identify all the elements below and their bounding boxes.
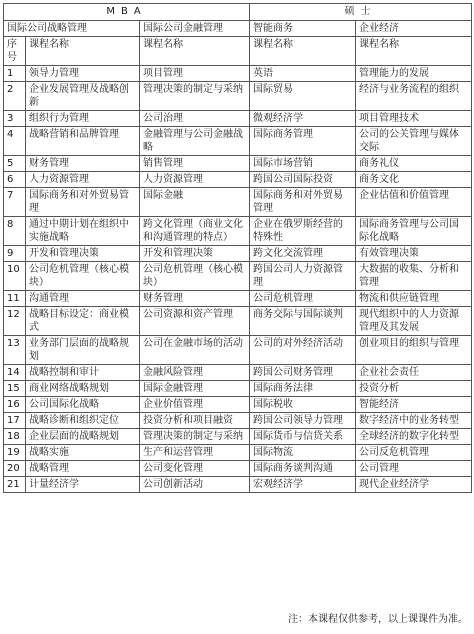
row-number: 12 [4,307,26,336]
track-header-finance: 国际公司金融管理 [140,21,250,37]
curriculum-document [3,3,471,493]
course-cell: 通过中期计划在组织中实施战略 [26,217,140,246]
course-cell: 数字经济中的业务转型 [356,413,472,429]
course-cell: 微观经济学 [250,111,356,127]
row-number: 20 [4,461,26,477]
mba-program-header: MBA [4,4,250,21]
course-cell: 跨国公司人力资源管理 [250,262,356,291]
row-number: 1 [4,66,26,82]
course-name-column-header: 课程名称 [356,37,472,66]
table-row [4,307,472,336]
course-cell: 国际商务管理与公司国际化战略 [356,217,472,246]
course-cell: 商务交际与国际谈判 [250,307,356,336]
course-cell: 企业在俄罗斯经营的特殊性 [250,217,356,246]
course-cell: 国际金融管理 [140,381,250,397]
course-cell: 财务管理 [26,156,140,172]
course-cell: 金融管理与公司金融战略 [140,127,250,156]
course-cell: 投资分析和项目融资 [140,413,250,429]
course-cell: 商务礼仪 [356,156,472,172]
track-header-smart-business: 智能商务 [250,21,356,37]
course-cell: 公司创新活动 [140,477,250,493]
course-cell: 人力资源管理 [140,172,250,188]
row-number: 19 [4,445,26,461]
table-row [4,127,472,156]
course-cell: 战略管理 [26,461,140,477]
course-cell: 企业价值管理 [140,397,250,413]
course-cell: 全球经济的数字化转型 [356,429,472,445]
course-cell: 战略营销和品牌管理 [26,127,140,156]
course-cell: 管理决策的制定与采纳 [140,82,250,111]
table-row [4,217,472,246]
course-cell: 生产和运营管理 [140,445,250,461]
course-cell: 业务部门层面的战略规划 [26,336,140,365]
course-cell: 国际贸易 [250,82,356,111]
table-row [4,381,472,397]
table-row [4,172,472,188]
course-cell: 管理能力的发展 [356,66,472,82]
course-cell: 大数据的收集、分析和管理 [356,262,472,291]
course-cell: 创业项目的组织与管理 [356,336,472,365]
course-cell: 公司资源和资产管理 [140,307,250,336]
course-cell: 公司反危机管理 [356,445,472,461]
table-row [4,66,472,82]
row-number: 11 [4,291,26,307]
row-number: 21 [4,477,26,493]
table-row [4,262,472,291]
course-cell: 公司治理 [140,111,250,127]
table-row [4,397,472,413]
course-cell: 宏观经济学 [250,477,356,493]
table-row [4,336,472,365]
row-number: 13 [4,336,26,365]
course-cell: 跨文化交流管理 [250,246,356,262]
course-cell: 国际商务谈判沟通 [250,461,356,477]
table-row [4,188,472,217]
table-row [4,291,472,307]
row-number: 16 [4,397,26,413]
row-number: 10 [4,262,26,291]
row-number: 14 [4,365,26,381]
course-cell: 物流和供应链管理 [356,291,472,307]
course-cell: 企业发展管理及战略创新 [26,82,140,111]
row-number: 9 [4,246,26,262]
curriculum-table [3,3,472,493]
row-number: 6 [4,172,26,188]
course-cell: 国际金融 [140,188,250,217]
course-cell: 财务管理 [140,291,250,307]
course-cell: 国际商务管理 [250,127,356,156]
course-name-column-header: 课程名称 [250,37,356,66]
course-cell: 战略诊断和组织定位 [26,413,140,429]
table-row [4,413,472,429]
table-row [4,156,472,172]
course-cell: 公司的公关管理与媒体交际 [356,127,472,156]
course-cell: 国际物流 [250,445,356,461]
row-number: 8 [4,217,26,246]
row-number: 7 [4,188,26,217]
track-header-enterprise-economics: 企业经济 [356,21,472,37]
course-cell: 公司在金融市场的活动 [140,336,250,365]
course-cell: 国际商务法律 [250,381,356,397]
course-cell: 国际市场营销 [250,156,356,172]
course-cell: 企业社会责任 [356,365,472,381]
table-body [4,66,472,493]
course-cell: 沟通管理 [26,291,140,307]
course-cell: 金融风险管理 [140,365,250,381]
table-row [4,82,472,111]
course-cell: 商业网络战略规划 [26,381,140,397]
table-row [4,365,472,381]
course-cell: 人力资源管理 [26,172,140,188]
course-cell: 国际商务和对外贸易管理 [26,188,140,217]
course-cell: 国际货币与信贷关系 [250,429,356,445]
row-number: 3 [4,111,26,127]
course-cell: 项目管理 [140,66,250,82]
table-row [4,429,472,445]
course-cell: 公司危机管理（核心模块） [140,262,250,291]
track-header-strategy: 国际公司战略管理 [4,21,140,37]
course-cell: 战略实施 [26,445,140,461]
course-cell: 企业估值和价值管理 [356,188,472,217]
course-cell: 企业层面的战略规划 [26,429,140,445]
course-cell: 跨国公司领导力管理 [250,413,356,429]
course-cell: 商务文化 [356,172,472,188]
course-cell: 现代企业经济学 [356,477,472,493]
course-cell: 战略目标设定：商业模式 [26,307,140,336]
course-name-column-header: 课程名称 [140,37,250,66]
course-cell: 投资分析 [356,381,472,397]
course-cell: 公司国际化战略 [26,397,140,413]
course-cell: 公司管理 [356,461,472,477]
row-number: 17 [4,413,26,429]
course-cell: 公司危机管理（核心模块） [26,262,140,291]
course-cell: 有效管理决策 [356,246,472,262]
course-cell: 开发和管理决策 [140,246,250,262]
row-number: 15 [4,381,26,397]
course-cell: 计量经济学 [26,477,140,493]
course-cell: 跨文化管理（商业文化和沟通管理的特点） [140,217,250,246]
course-cell: 公司的对外经济活动 [250,336,356,365]
course-cell: 管理决策的制定与采纳 [140,429,250,445]
course-cell: 组织行为管理 [26,111,140,127]
course-cell: 领导力管理 [26,66,140,82]
course-cell: 智能经济 [356,397,472,413]
row-number: 18 [4,429,26,445]
sequence-column-header: 序号 [4,37,26,66]
course-cell: 经济与业务流程的组织 [356,82,472,111]
row-number: 2 [4,82,26,111]
course-cell: 项目管理技术 [356,111,472,127]
course-cell: 现代组织中的人力资源管理及其发展 [356,307,472,336]
course-cell: 销售管理 [140,156,250,172]
course-cell: 公司危机管理 [250,291,356,307]
table-row [4,246,472,262]
table-row [4,111,472,127]
course-cell: 英语 [250,66,356,82]
course-cell: 跨国公司国际投资 [250,172,356,188]
course-cell: 战略控制和审计 [26,365,140,381]
course-cell: 公司变化管理 [140,461,250,477]
course-cell: 国际税收 [250,397,356,413]
master-program-header: 硕士 [250,4,472,21]
row-number: 5 [4,156,26,172]
table-row [4,477,472,493]
course-cell: 国际商务和对外贸易管理 [250,188,356,217]
course-cell: 开发和管理决策 [26,246,140,262]
table-row [4,445,472,461]
course-cell: 跨国公司财务管理 [250,365,356,381]
table-row [4,461,472,477]
course-name-column-header: 课程名称 [26,37,140,66]
table-header [4,4,472,66]
footnote: 注：本课程仅供参考，以上课课件为准。 [288,614,468,625]
row-number: 4 [4,127,26,156]
